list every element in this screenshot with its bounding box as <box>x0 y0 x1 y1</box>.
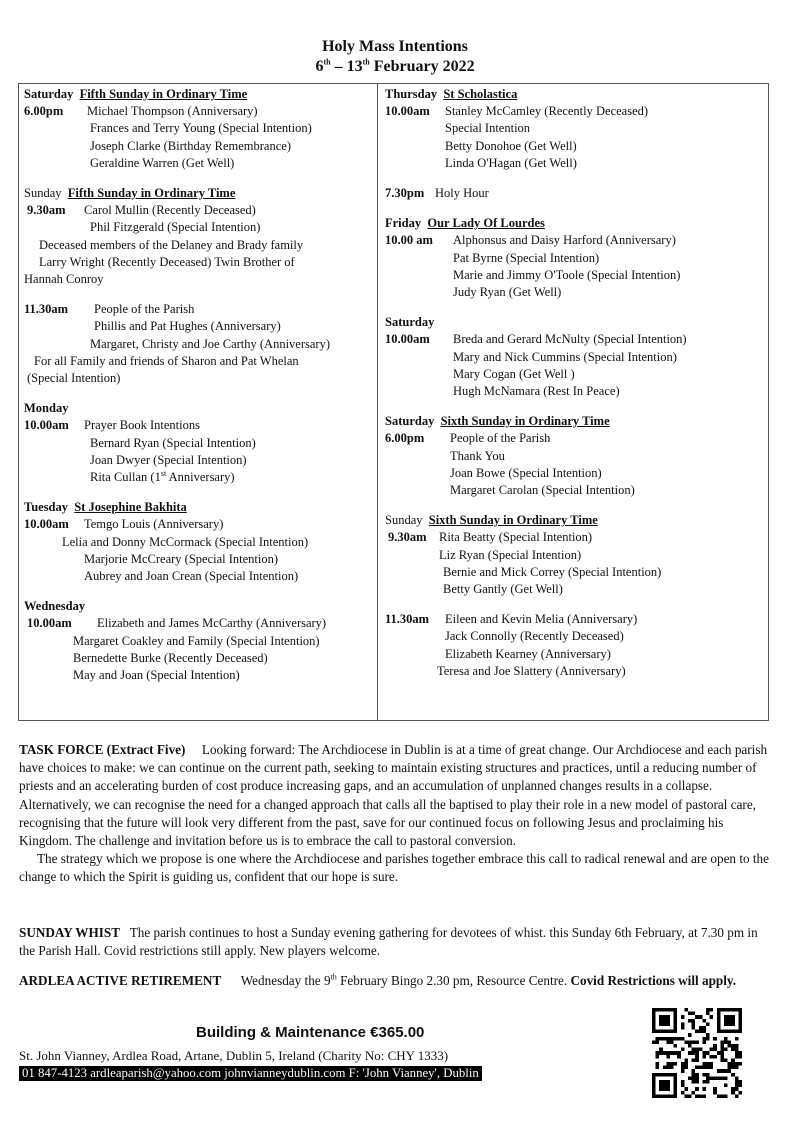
sunday-whist-heading: SUNDAY WHIST <box>19 925 121 940</box>
intention-line <box>24 254 374 271</box>
intention-line <box>24 237 374 254</box>
intention-line <box>24 336 374 353</box>
intention-text: Lelia and Donny McCormack (Special Intention) <box>62 534 309 549</box>
feast-title: St Scholastica <box>443 87 518 101</box>
intention-text: Mary Cogan (Get Well ) <box>453 366 575 381</box>
intention-line <box>24 155 374 172</box>
intention-line <box>385 267 767 284</box>
intention-text: Hannah Conroy <box>24 272 104 287</box>
mass-time: 6.00pm <box>24 104 64 119</box>
intention-line <box>24 551 374 568</box>
intention-line <box>24 301 374 318</box>
intention-line <box>24 633 374 650</box>
mass-time: 9.30am <box>388 530 427 545</box>
intention-text: Margaret Coakley and Family (Special Intention) <box>73 633 320 648</box>
intention-line <box>385 448 767 465</box>
right_col-block <box>385 413 767 499</box>
task-force-heading: TASK FORCE (Extract Five) <box>19 742 186 757</box>
intention-text: People of the Parish <box>94 302 195 317</box>
day-label: Sunday <box>24 186 62 201</box>
intention-line <box>24 138 374 155</box>
intention-line <box>385 284 767 301</box>
intention-line <box>385 465 767 482</box>
intention-text: Judy Ryan (Get Well) <box>453 285 562 300</box>
intention-line <box>385 663 767 680</box>
mass-time: 10.00am <box>27 616 72 631</box>
intention-line <box>24 667 374 684</box>
right_col-block <box>385 215 767 301</box>
intention-text: Joan Dwyer (Special Intention) <box>90 452 247 467</box>
intention-text: Joan Bowe (Special Intention) <box>450 465 602 480</box>
feast-title: Sixth Sunday in Ordinary Time <box>440 414 610 429</box>
intention-line <box>385 383 767 400</box>
intention-line <box>385 103 767 120</box>
intention-line <box>385 611 767 628</box>
intention-text: Bernie and Mick Correy (Special Intention) <box>443 564 662 579</box>
ardlea-section <box>19 972 771 990</box>
right_col-block <box>385 611 767 680</box>
left_col-block <box>24 499 374 585</box>
intention-text: Linda O'Hagan (Get Well) <box>445 155 577 170</box>
mass-time: 6.00pm <box>385 431 425 446</box>
intention-line <box>24 202 374 219</box>
intention-text: Larry Wright (Recently Deceased) Twin Brother of <box>39 254 295 269</box>
intention-text: Carol Mullin (Recently Deceased) <box>84 203 256 218</box>
left_col-block <box>24 400 374 486</box>
intention-line <box>24 534 374 551</box>
intention-text: Alphonsus and Daisy Harford (Anniversary) <box>453 233 676 248</box>
mass-time: 10.00am <box>385 332 430 347</box>
day-heading <box>24 499 374 516</box>
intention-line <box>385 155 767 172</box>
intention-line <box>385 529 767 546</box>
intention-text: Rita Beatty (Special Intention) <box>439 530 593 545</box>
day-label: Friday <box>385 216 422 231</box>
mass-time: 10.00am <box>24 517 69 532</box>
day-label: Monday <box>24 401 69 416</box>
day-label: Saturday <box>24 87 74 101</box>
intention-line <box>24 318 374 335</box>
day-label: Saturday <box>385 315 435 330</box>
intention-text: Michael Thompson (Anniversary) <box>87 104 258 119</box>
mass-time: 7.30pm <box>385 186 425 201</box>
day-heading <box>24 185 374 202</box>
page-title: Holy Mass Intentions <box>322 38 468 55</box>
intention-text: Margaret Carolan (Special Intention) <box>450 483 635 498</box>
mass-time: 10.00 am <box>385 233 433 248</box>
sunday-whist-section <box>19 924 771 960</box>
mass-time: 11.30am <box>385 612 430 627</box>
intention-text: Marjorie McCreary (Special Intention) <box>84 551 279 566</box>
parish-address: St. John Vianney, Ardlea Road, Artane, Dublin 5, Ireland (Charity No: CHY 1333) <box>19 1048 449 1063</box>
day-heading <box>385 314 767 331</box>
right_col-block <box>385 185 767 202</box>
right-column <box>385 86 767 693</box>
intention-text: Marie and Jimmy O'Toole (Special Intention) <box>453 267 681 282</box>
intention-line <box>385 349 767 366</box>
intention-line <box>385 185 767 202</box>
right_col-block <box>385 314 767 400</box>
task-force-paragraph-2: The strategy which we propose is one where the Archdiocese and parishes together embrace this call to radical renewal and are open to the change to which the Spirit is guiding us, confident that our hope is sure. <box>19 851 769 885</box>
page-date-range: 6th – 13th February 2022 <box>315 57 475 75</box>
left-column <box>24 86 374 697</box>
intention-text: Liz Ryan (Special Intention) <box>439 547 582 562</box>
intention-text: Breda and Gerard McNulty (Special Intention) <box>453 332 687 347</box>
intention-line <box>24 103 374 120</box>
day-label: Wednesday <box>24 599 86 614</box>
intention-line <box>385 232 767 249</box>
feast-title: Fifth Sunday in Ordinary Time <box>67 186 236 201</box>
intention-line <box>385 430 767 447</box>
day-heading <box>385 86 767 103</box>
intention-line <box>24 271 374 288</box>
feast-title: St Josephine Bakhita <box>74 500 187 515</box>
intention-text: Rita Cullan (1st Anniversary) <box>90 468 235 485</box>
intention-line <box>385 250 767 267</box>
right_col-block <box>385 86 767 172</box>
intention-text: Geraldine Warren (Get Well) <box>90 155 235 170</box>
day-heading <box>24 400 374 417</box>
intention-text: Pat Byrne (Special Intention) <box>453 250 600 265</box>
intention-line <box>385 547 767 564</box>
intention-line <box>24 469 374 486</box>
day-heading <box>385 413 767 430</box>
sunday-whist-text: The parish continues to host a Sunday evening gathering for devotees of whist. this Sunday 6th February, at 7.30 pm in the Parish Hall. Covid restrictions still apply. New players welcome. <box>19 925 758 959</box>
intention-line <box>24 568 374 585</box>
intention-line <box>385 646 767 663</box>
intention-text: Aubrey and Joan Crean (Special Intention) <box>84 569 299 584</box>
intention-text: People of the Parish <box>450 431 551 446</box>
intention-text: Prayer Book Intentions <box>84 418 200 433</box>
intention-line <box>24 650 374 667</box>
intention-text: Holy Hour <box>435 186 489 201</box>
ardlea-covid-note: Covid Restrictions will apply. <box>570 973 737 988</box>
intention-line <box>385 564 767 581</box>
mass-time: 10.00am <box>385 104 430 119</box>
intention-text: Mary and Nick Cummins (Special Intention) <box>453 349 677 364</box>
intention-text: Betty Gantly (Get Well) <box>443 582 563 597</box>
intention-text: Bernedette Burke (Recently Deceased) <box>73 650 268 665</box>
intention-line <box>24 452 374 469</box>
feast-title: Sixth Sunday in Ordinary Time <box>428 513 598 528</box>
intention-line <box>24 219 374 236</box>
day-heading <box>24 598 374 615</box>
task-force-paragraph-1: Looking forward: The Archdiocese in Dublin is at a time of great change. Our Archdiocese and each parish have choices to make: we can continue on the current path, seeking to maintain existing structures and practices, until a reducing number of priests and an accelerating burden of cost produce increasing gaps, and an accumulation of unplanned changes results in a collapse. Alternatively, we can recognise the need for a changed approach that calls all the baptised to play their role in a new model of pastoral care, recognising that the future will look very different from the past, save for our continued focus on following Jesus and proclaiming his Kingdom. The challenge and invitation before us is to embrace the call to pastoral conversion. <box>19 742 768 849</box>
building-maintenance-total: Building & Maintenance €365.00 <box>196 1024 425 1041</box>
parish-contact-bar: 01 847-4123 ardleaparish@yahoo.com johnvianneydublin.com F: 'John Vianney', Dublin <box>19 1066 482 1081</box>
intention-line <box>24 417 374 434</box>
day-heading <box>385 215 767 232</box>
day-heading <box>24 86 374 103</box>
day-label: Sunday <box>385 513 423 528</box>
intention-text: Bernard Ryan (Special Intention) <box>90 435 256 450</box>
feast-title: Our Lady Of Lourdes <box>427 216 545 231</box>
intention-text: May and Joan (Special Intention) <box>73 668 240 683</box>
column-divider <box>377 84 378 720</box>
intention-text: Deceased members of the Delaney and Brady family <box>39 237 304 252</box>
day-label: Thursday <box>385 87 438 101</box>
intention-text: Stanley McCamley (Recently Deceased) <box>445 104 649 119</box>
intention-line <box>24 353 374 370</box>
ardlea-heading: ARDLEA ACTIVE RETIREMENT <box>19 973 222 988</box>
intention-line <box>385 120 767 137</box>
intention-line <box>24 615 374 632</box>
day-heading <box>385 512 767 529</box>
intention-line <box>24 370 374 387</box>
intention-line <box>385 581 767 598</box>
mass-intentions-grid <box>18 83 769 721</box>
intention-text: Temgo Louis (Anniversary) <box>84 517 224 532</box>
left_col-block <box>24 598 374 684</box>
intention-text: Hugh McNamara (Rest In Peace) <box>453 384 620 399</box>
intention-text: Betty Donohoe (Get Well) <box>445 138 577 153</box>
mass-time: 10.00am <box>24 418 69 433</box>
intention-text: (Special Intention) <box>27 371 121 386</box>
intention-line <box>385 138 767 155</box>
intention-text: Thank You <box>450 448 505 463</box>
left_col-block <box>24 301 374 387</box>
intention-line <box>24 435 374 452</box>
intention-text: Phillis and Pat Hughes (Anniversary) <box>94 319 281 334</box>
intention-line <box>385 628 767 645</box>
intention-text: Eileen and Kevin Melia (Anniversary) <box>445 612 638 627</box>
left_col-block <box>24 185 374 288</box>
intention-text: Jack Connolly (Recently Deceased) <box>445 629 624 644</box>
intention-text: Phil Fitzgerald (Special Intention) <box>90 220 261 235</box>
task-force-section <box>19 741 771 887</box>
intention-text: Special Intention <box>445 121 531 136</box>
intention-line <box>24 516 374 533</box>
day-label: Tuesday <box>24 500 69 515</box>
mass-time: 11.30am <box>24 302 69 317</box>
intention-text: Elizabeth Kearney (Anniversary) <box>445 646 611 661</box>
left_col-block <box>24 86 374 172</box>
intention-text: Elizabeth and James McCarthy (Anniversary) <box>97 616 327 631</box>
qr-code-icon[interactable] <box>652 1008 742 1098</box>
intention-line <box>385 366 767 383</box>
ardlea-text: Wednesday the 9th February Bingo 2.30 pm, Resource Centre. <box>240 972 571 988</box>
intention-text: Teresa and Joe Slattery (Anniversary) <box>437 663 626 678</box>
intention-line <box>385 331 767 348</box>
intention-text: Margaret, Christy and Joe Carthy (Anniversary) <box>90 336 330 351</box>
intention-line <box>24 120 374 137</box>
right_col-block <box>385 512 767 598</box>
intention-text: For all Family and friends of Sharon and Pat Whelan <box>34 353 299 368</box>
intention-text: Joseph Clarke (Birthday Remembrance) <box>90 138 291 153</box>
mass-time: 9.30am <box>27 203 66 218</box>
feast-title: Fifth Sunday in Ordinary Time <box>79 87 248 101</box>
intention-text: Frances and Terry Young (Special Intention) <box>90 121 312 136</box>
intention-line <box>385 482 767 499</box>
day-label: Saturday <box>385 414 435 429</box>
